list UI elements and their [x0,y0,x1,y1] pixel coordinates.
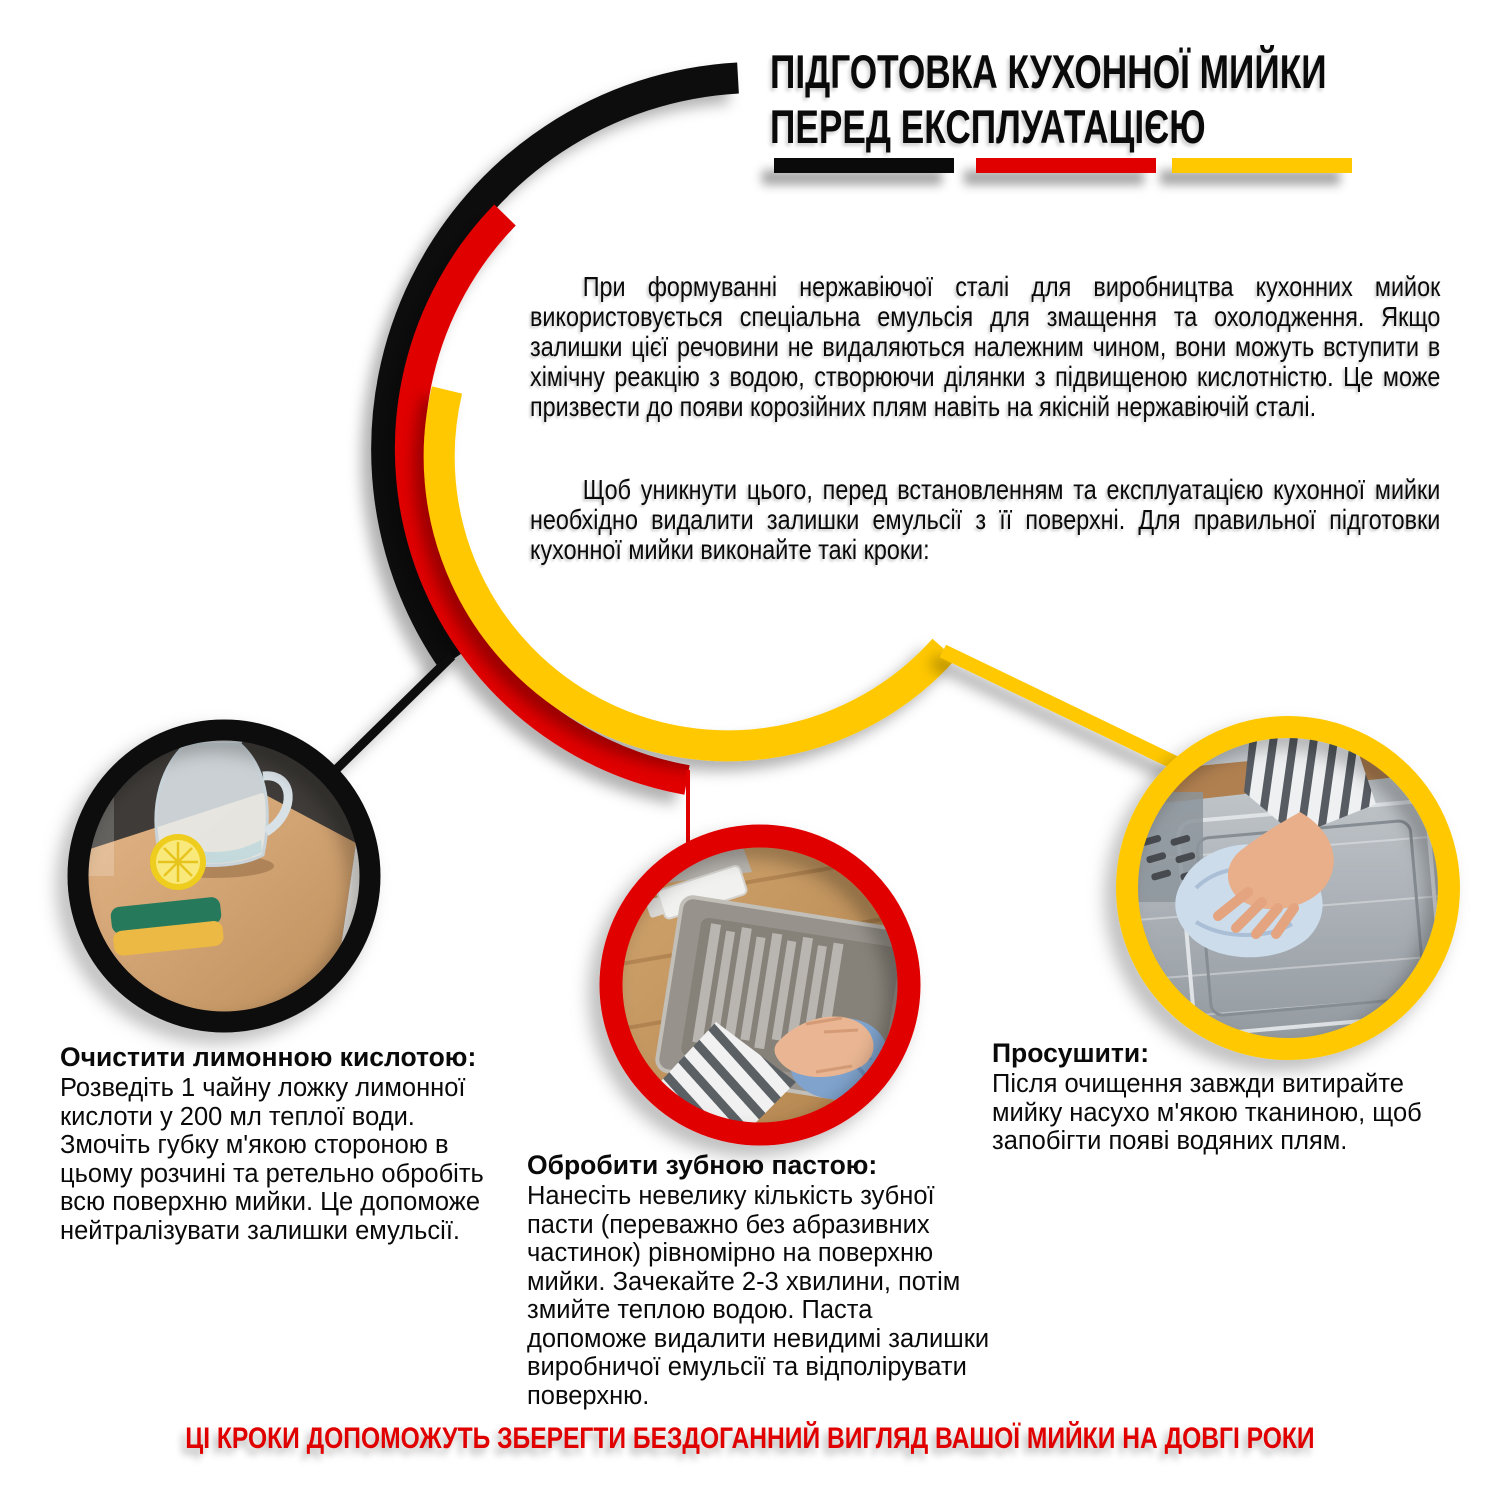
swoosh-arcs [387,78,944,780]
title-underline-black-bar [774,158,954,173]
page-title-line2: ПЕРЕД ЕКСПЛУАТАЦІЄЮ [770,100,1206,153]
step3-body: Після очищення завжди витирайте мийку насухо м'якою тканиною, щоб запобігти появі водяних плям. [992,1070,1422,1155]
title-underline-yellow-bar [1172,158,1352,173]
footer-slogan: ЦІ КРОКИ ДОПОМОЖУТЬ ЗБЕРЕГТИ БЕЗДОГАННИЙ ВИГЛЯД ВАШОЇ МИЙКИ НА ДОВГІ РОКИ [185,1422,1315,1455]
title-block [770,44,1390,154]
page-title-line1: ПІДГОТОВКА КУХОННОЇ МИЙКИ [770,45,1327,98]
intro-paragraph-2: Щоб уникнути цього, перед встановленням та експлуатацією кухонної мийки необхідно видалити залишки емульсії з її поверхні. Для правильної підготовки кухонної мийки виконайте такі кроки: [530,474,1441,565]
step1-text-block [60,1042,488,1245]
intro-paragraph-1: При формуванні нержавіючої сталі для виробництва кухонних мийок використовується спеціальна емульсія для змащення та охолодження. Якщо залишки цієї речовини не видаляються належним чином, вони можуть вступити в хімічну реакцію з водою, створюючи ділянки з підвищеною кислотністю. Це може призвести до появи корозійних плям навіть на якісній нержавіючій сталі. [530,271,1441,422]
yellow-connector-line [943,651,1190,770]
step3-text-block [992,1038,1447,1156]
step2-heading: Обробити зубною пастою: [527,1150,878,1180]
step2-body: Нанесіть невелику кількість зубної пасти (переважно без абразивних частинок) рівномірно на поверхню мийки. Зачекайте 2-3 хвилини, потім змийте теплою водою. Паста допоможе видалити невидимі залишки виробничої емульсії та відполірувати поверхню. [527,1182,990,1410]
step1-body: Розведіть 1 чайну ложку лимонної кислоти у 200 мл теплої води. Змочіть губку м'якою стороною в цьому розчині та ретельно обробіть всю поверхню мийки. Це допоможе нейтралізувати залишки емульсії. [60,1074,484,1245]
step1-heading: Очистити лимонною кислотою: [60,1042,477,1072]
step2-text-block [527,1150,995,1410]
title-underline-red-bar [976,158,1156,173]
step3-heading: Просушити: [992,1038,1150,1068]
